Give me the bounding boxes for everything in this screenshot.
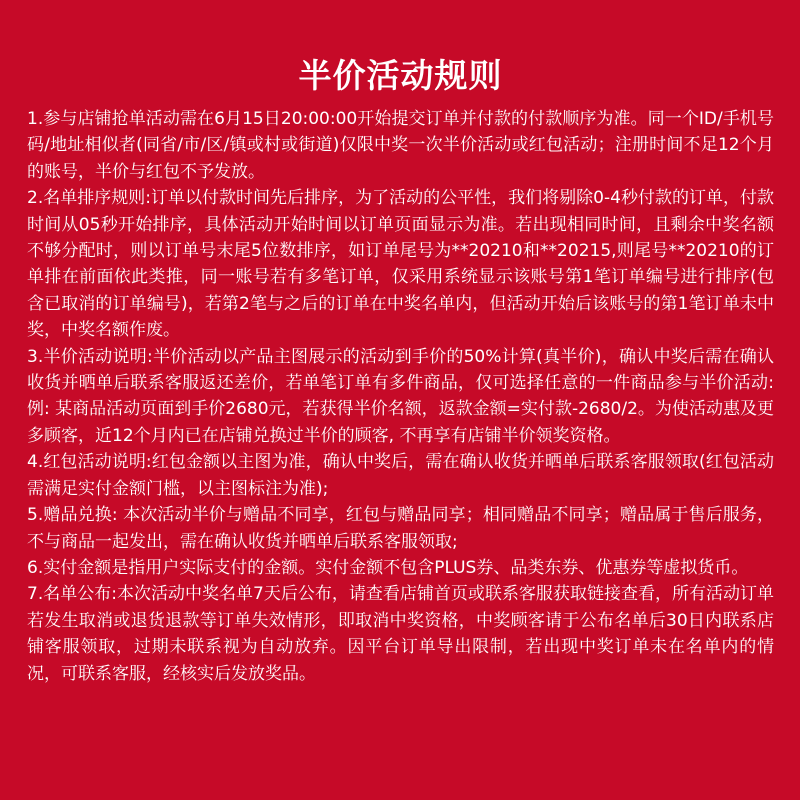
rule-item-4: 4.红包活动说明:红包金额以主图为准，确认中奖后，需在确认收货并晒单后联系客服领取(红包活动需满足实付金额门槛，以主图标注为准); <box>27 452 774 499</box>
rule-item-6: 6.实付金额是指用户实际支付的金额。实付金额不包含PLUS券、品类东券、优惠券等虚拟货币。 <box>27 557 749 578</box>
rules-list <box>27 106 774 687</box>
rule-item-3: 3.半价活动说明:半价活动以产品主图展示的活动到手价的50%计算(真半价)，确认中奖后需在确认收货并晒单后联系客服返还差价，若单笔订单有多件商品，仅可选择任意的一件商品参与半价活动: 例: 某商品活动页面到手价2680元，若获得半价名额，返款金额=实付款-2680/2。为使活动惠及更多顾客，近12个月内已在店铺兑换过半价的顾客, 不再享有店铺半价领奖资格。 <box>27 346 774 446</box>
rule-item-1: 1.参与店铺抢单活动需在6月15日20:00:00开始提交订单并付款的付款顺序为准。同一个ID/手机号码/地址相似者(同省/市/区/镇或村或街道)仅限中奖一次半价活动或红包活动；注册时间不足12个月的账号，半价与红包不予发放。 <box>27 109 774 182</box>
rule-item-2: 2.名单排序规则:订单以付款时间先后排序，为了活动的公平性，我们将剔除0-4秒付款的订单，付款时间从05秒开始排序，具体活动开始时间以订单页面显示为准。若出现相同时间，且剩余中奖名额不够分配时，则以订单号末尾5位数排序，如订单尾号为**20210和**20215,则尾号**20210的订单排在前面依此类推，同一账号若有多笔订单，仅采用系统显示该账号第1笔订单编号进行排序(包含已取消的订单编号)，若第2笔与之后的订单在中奖名单内，但活动开始后该账号的第1笔订单未中奖，中奖名额作废。 <box>27 188 774 341</box>
rule-item-7: 7.名单公布:本次活动中奖名单7天后公布，请查看店铺首页或联系客服获取链接查看，所有活动订单若发生取消或退货退款等订单失效情形，即取消中奖资格，中奖顾客请于公布名单后30日内联系店铺客服领取，过期未联系视为自动放弃。因平台订单导出限制，若出现中奖订单未在名单内的情况，可联系客服，经核实后发放奖品。 <box>27 584 774 684</box>
page-title: 半价活动规则 <box>298 56 503 95</box>
rule-item-5: 5.赠品兑换: 本次活动半价与赠品不同享，红包与赠品同享；相同赠品不同享；赠品属于售后服务，不与商品一起发出，需在确认收货并晒单后联系客服领取; <box>27 505 774 552</box>
